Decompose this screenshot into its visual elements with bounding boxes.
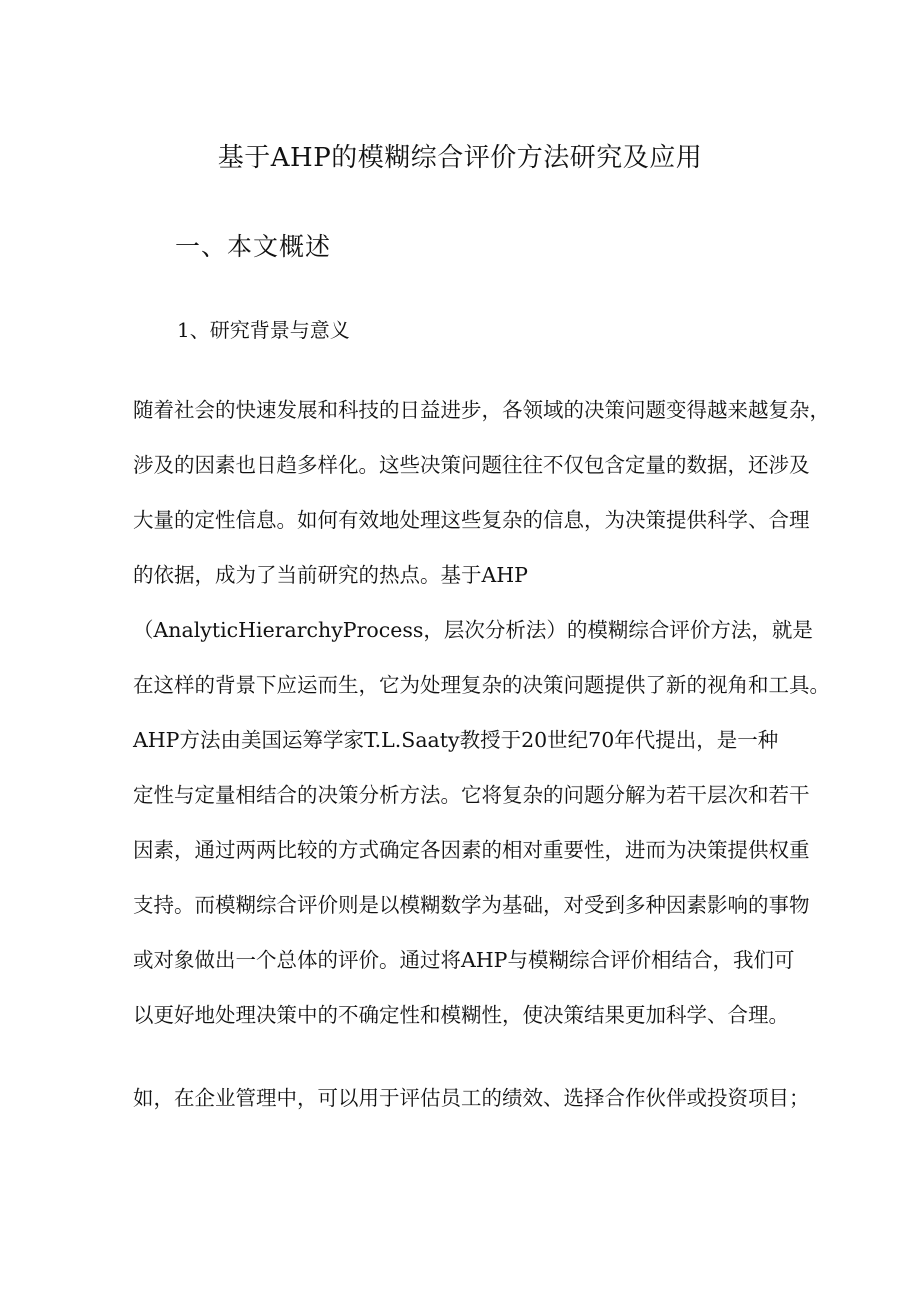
subsection-heading: 1、研究背景与意义 — [177, 318, 350, 342]
paragraph-line: 或对象做出一个总体的评价。通过将AHP与模糊综合评价相结合，我们可 — [133, 948, 795, 972]
paragraph-line: 因素，通过两两比较的方式确定各因素的相对重要性，进而为决策提供权重 — [133, 838, 810, 862]
paragraph-line: 定性与定量相结合的决策分析方法。它将复杂的问题分解为若干层次和若干 — [133, 783, 810, 807]
section-heading: 一、本文概述 — [175, 232, 332, 261]
paragraph-line: 如，在企业管理中，可以用于评估员工的绩效、选择合作伙伴或投资项目； — [133, 1086, 810, 1110]
paragraph-line: 在这样的背景下应运而生，它为处理复杂的决策问题提供了新的视角和工具。 — [133, 673, 830, 697]
paragraph-line: 支持。而模糊综合评价则是以模糊数学为基础，对受到多种因素影响的事物 — [133, 893, 810, 917]
document-title: 基于AHP的模糊综合评价方法研究及应用 — [217, 143, 703, 173]
paragraph-line: （AnalyticHierarchyProcess，层次分析法）的模糊综合评价方法，就是 — [133, 618, 813, 642]
paragraph-line: 涉及的因素也日趋多样化。这些决策问题往往不仅包含定量的数据，还涉及 — [133, 453, 810, 477]
paragraph-line: AHP方法由美国运筹学家T.L.Saaty教授于20世纪70年代提出，是一种 — [133, 728, 779, 752]
paragraph-line: 随着社会的快速发展和科技的日益进步，各领域的决策问题变得越来越复杂， — [133, 398, 830, 422]
paragraph-line: 的依据，成为了当前研究的热点。基于AHP — [133, 563, 528, 587]
paragraph-line: 以更好地处理决策中的不确定性和模糊性，使决策结果更加科学、合理。 — [133, 1003, 789, 1027]
paragraph-line: 大量的定性信息。如何有效地处理这些复杂的信息，为决策提供科学、合理 — [133, 508, 810, 532]
